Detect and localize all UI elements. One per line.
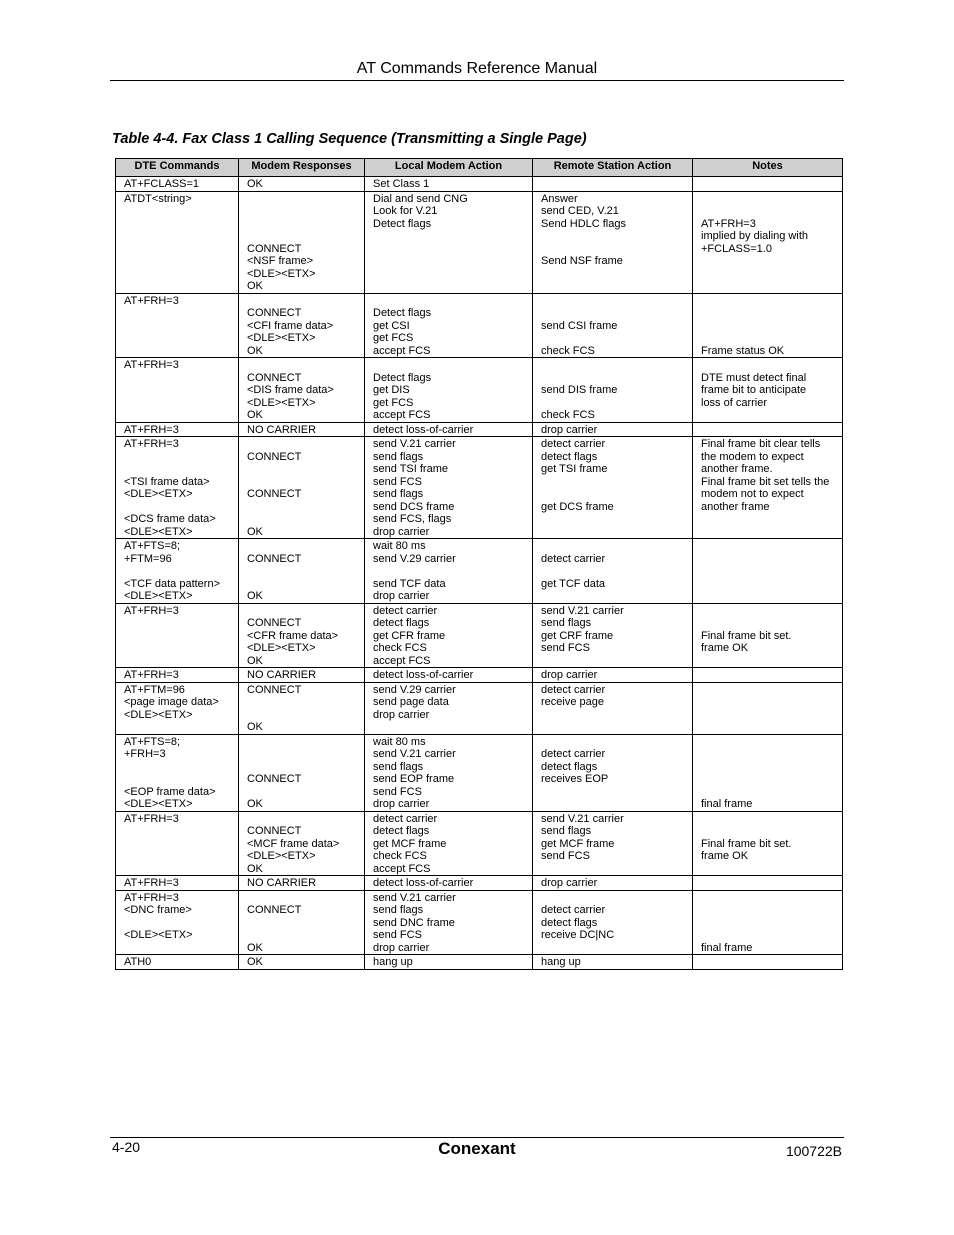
local-action-cell: Set Class 1 <box>365 177 533 192</box>
notes-cell: DTE must detect final frame bit to anticipate loss of carrier <box>693 358 843 423</box>
local-action-cell: send V.21 carrier send flags send DNC frame send FCS drop carrier <box>365 890 533 955</box>
local-action-cell: Detect flags get CSI get FCS accept FCS <box>365 293 533 358</box>
table-row <box>116 876 843 891</box>
dte-command-cell: AT+FTM=96 <page image data> <DLE><ETX> <box>116 682 239 734</box>
modem-response-cell: CONNECT OK <box>239 539 365 604</box>
local-action-cell: detect loss-of-carrier <box>365 668 533 683</box>
remote-action-cell: send V.21 carrier send flags get MCF frame send FCS <box>533 811 693 876</box>
notes-cell: final frame <box>693 890 843 955</box>
remote-action-cell: detect carrier get TCF data <box>533 539 693 604</box>
remote-action-cell: detect carrier receive page <box>533 682 693 734</box>
local-action-cell: send V.29 carrier send page data drop carrier <box>365 682 533 734</box>
dte-command-cell: AT+FTS=8; +FRH=3 <EOP frame data> <DLE><ETX> <box>116 734 239 811</box>
company-name: Conexant <box>438 1139 516 1158</box>
notes-cell <box>693 682 843 734</box>
table-row <box>116 177 843 192</box>
remote-action-cell: detect carrier detect flags get TSI frame get DCS frame <box>533 437 693 539</box>
dte-command-cell: AT+FRH=3 <box>116 876 239 891</box>
notes-cell <box>693 422 843 437</box>
modem-response-cell: CONNECT <DIS frame data> <DLE><ETX> OK <box>239 358 365 423</box>
modem-response-cell: OK <box>239 955 365 970</box>
modem-response-cell: NO CARRIER <box>239 668 365 683</box>
table-header-row <box>116 159 843 177</box>
remote-action-cell: send DIS frame check FCS <box>533 358 693 423</box>
table-row <box>116 191 843 293</box>
local-action-cell: Dial and send CNG Look for V.21 Detect flags <box>365 191 533 293</box>
dte-command-cell: ATH0 <box>116 955 239 970</box>
dte-command-cell: ATDT<string> <box>116 191 239 293</box>
table-row <box>116 422 843 437</box>
notes-cell: Frame status OK <box>693 293 843 358</box>
table-row <box>116 890 843 955</box>
remote-action-cell: detect carrier detect flags receives EOP <box>533 734 693 811</box>
modem-response-cell: CONNECT OK <box>239 890 365 955</box>
local-action-cell: detect carrier detect flags get MCF frame check FCS accept FCS <box>365 811 533 876</box>
dte-command-cell: AT+FTS=8; +FTM=96 <TCF data pattern> <DLE><ETX> <box>116 539 239 604</box>
modem-response-cell: NO CARRIER <box>239 876 365 891</box>
modem-response-cell: OK <box>239 177 365 192</box>
local-action-cell: wait 80 ms send V.29 carrier send TCF data drop carrier <box>365 539 533 604</box>
modem-response-cell: CONNECT <NSF frame> <DLE><ETX> OK <box>239 191 365 293</box>
running-header: AT Commands Reference Manual <box>356 60 598 77</box>
notes-cell <box>693 955 843 970</box>
dte-command-cell: AT+FCLASS=1 <box>116 177 239 192</box>
dte-command-cell: AT+FRH=3 <box>116 668 239 683</box>
column-header-local: Local Modem Action <box>365 159 533 177</box>
local-action-cell: send V.21 carrier send flags send TSI frame send FCS send flags send DCS frame send FCS, flags drop carrier <box>365 437 533 539</box>
remote-action-cell: drop carrier <box>533 876 693 891</box>
remote-action-cell: detect carrier detect flags receive DC|NC <box>533 890 693 955</box>
notes-cell: Final frame bit set. frame OK <box>693 603 843 668</box>
modem-response-cell: CONNECT CONNECT OK <box>239 437 365 539</box>
document-number: 100722B <box>785 1143 842 1159</box>
notes-cell <box>693 539 843 604</box>
table-row <box>116 358 843 423</box>
column-header-notes: Notes <box>693 159 843 177</box>
table-row <box>116 603 843 668</box>
modem-response-cell: CONNECT OK <box>239 682 365 734</box>
calling-sequence-table <box>115 158 843 970</box>
modem-response-cell: CONNECT <MCF frame data> <DLE><ETX> OK <box>239 811 365 876</box>
table-row <box>116 682 843 734</box>
page-number: 4-20 <box>112 1139 141 1155</box>
notes-cell <box>693 177 843 192</box>
header-rule <box>110 80 844 81</box>
dte-command-cell: AT+FRH=3 <box>116 603 239 668</box>
remote-action-cell: Answer send CED, V.21 Send HDLC flags Send NSF frame <box>533 191 693 293</box>
remote-action-cell: send CSI frame check FCS <box>533 293 693 358</box>
remote-action-cell: drop carrier <box>533 668 693 683</box>
modem-response-cell: CONNECT OK <box>239 734 365 811</box>
notes-cell: Final frame bit set. frame OK <box>693 811 843 876</box>
table-row <box>116 811 843 876</box>
notes-cell <box>693 668 843 683</box>
dte-command-cell: AT+FRH=3 <box>116 811 239 876</box>
modem-response-cell: NO CARRIER <box>239 422 365 437</box>
local-action-cell: hang up <box>365 955 533 970</box>
notes-cell: AT+FRH=3 implied by dialing with +FCLASS=1.0 <box>693 191 843 293</box>
table-row <box>116 668 843 683</box>
table-row <box>116 539 843 604</box>
local-action-cell: detect loss-of-carrier <box>365 422 533 437</box>
remote-action-cell <box>533 177 693 192</box>
table-row <box>116 734 843 811</box>
column-header-remote: Remote Station Action <box>533 159 693 177</box>
remote-action-cell: hang up <box>533 955 693 970</box>
local-action-cell: wait 80 ms send V.21 carrier send flags send EOP frame send FCS drop carrier <box>365 734 533 811</box>
dte-command-cell: AT+FRH=3 <DNC frame> <DLE><ETX> <box>116 890 239 955</box>
column-header-dte: DTE Commands <box>116 159 239 177</box>
footer-rule <box>110 1137 844 1138</box>
modem-response-cell: CONNECT <CFR frame data> <DLE><ETX> OK <box>239 603 365 668</box>
dte-command-cell: AT+FRH=3 <TSI frame data> <DLE><ETX> <DCS frame data> <DLE><ETX> <box>116 437 239 539</box>
table-body <box>116 177 843 970</box>
column-header-modem: Modem Responses <box>239 159 365 177</box>
notes-cell: Final frame bit clear tells the modem to expect another frame. Final frame bit set tells the modem not to expect another frame <box>693 437 843 539</box>
table-row <box>116 955 843 970</box>
dte-command-cell: AT+FRH=3 <box>116 422 239 437</box>
local-action-cell: detect loss-of-carrier <box>365 876 533 891</box>
remote-action-cell: drop carrier <box>533 422 693 437</box>
table-row <box>116 437 843 539</box>
local-action-cell: detect carrier detect flags get CFR frame check FCS accept FCS <box>365 603 533 668</box>
modem-response-cell: CONNECT <CFI frame data> <DLE><ETX> OK <box>239 293 365 358</box>
dte-command-cell: AT+FRH=3 <box>116 358 239 423</box>
dte-command-cell: AT+FRH=3 <box>116 293 239 358</box>
table-caption: Table 4-4. Fax Class 1 Calling Sequence (Transmitting a Single Page) <box>112 131 587 147</box>
notes-cell <box>693 876 843 891</box>
remote-action-cell: send V.21 carrier send flags get CRF frame send FCS <box>533 603 693 668</box>
local-action-cell: Detect flags get DIS get FCS accept FCS <box>365 358 533 423</box>
table-row <box>116 293 843 358</box>
notes-cell: final frame <box>693 734 843 811</box>
